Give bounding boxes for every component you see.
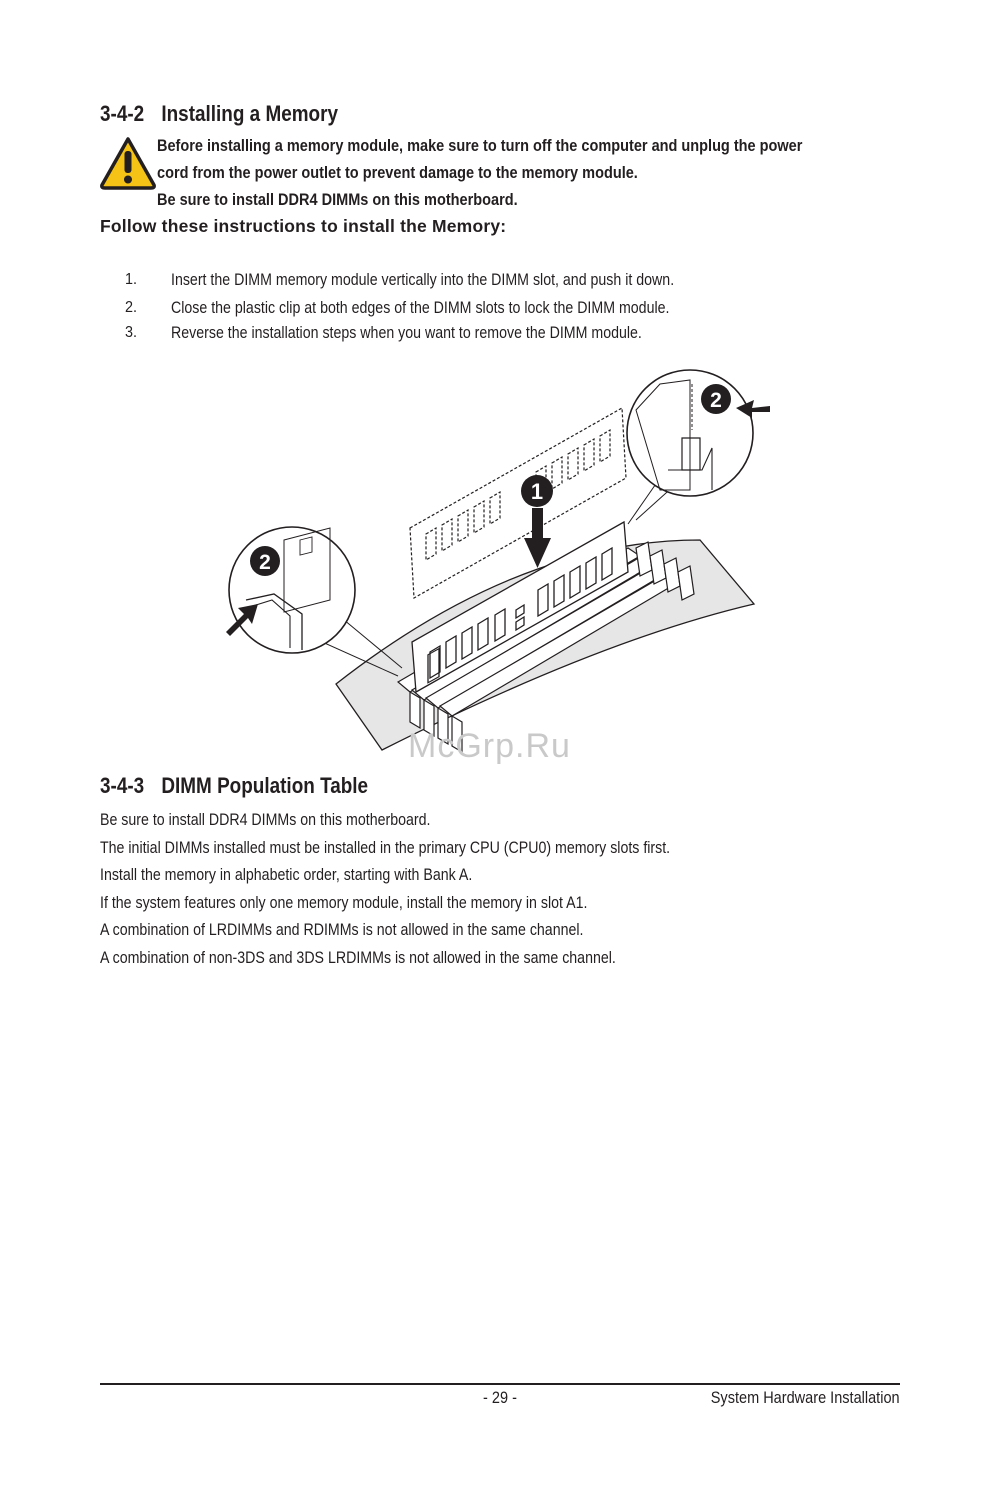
step-text: Insert the DIMM memory module vertically into the DIMM slot, and push it down. [171,271,675,289]
warning-triangle-icon [99,136,157,190]
step-text: Reverse the installation steps when you want to remove the DIMM module. [171,324,642,342]
caution-text [157,133,802,214]
section-number: 3-4-2 [100,101,145,126]
rule-line: A combination of non-3DS and 3DS LRDIMMs is not allowed in the same channel. [100,948,616,967]
zoom-detail-left [226,527,402,676]
footer-rule [100,1383,900,1385]
callout-1-label: 1 [530,479,544,504]
section-title: DIMM Population Table [161,773,369,798]
section-title: Installing a Memory [161,101,339,126]
step-number: 3. [125,324,138,341]
watermark: McGrp.Ru [408,727,571,765]
population-rules [100,807,670,972]
page-number: - 29 - [483,1389,517,1407]
section-number: 3-4-3 [100,773,145,798]
caution-line: Be sure to install DDR4 DIMMs on this motherboard. [157,191,518,209]
step-text: Close the plastic clip at both edges of the DIMM slots to lock the DIMM module. [171,299,670,317]
step-number: 2. [125,299,138,316]
instructions-heading: Follow these instructions to install the Memory: [100,216,507,236]
zoom-detail-right [627,370,770,524]
rule-line: Install the memory in alphabetic order, starting with Bank A. [100,866,473,884]
section-heading-dimm-population [100,773,368,799]
callout-2-right-label: 2 [710,389,722,412]
rule-line: If the system features only one memory module, install the memory in slot A1. [100,893,588,912]
step-number: 1. [125,271,138,288]
rule-line: Be sure to install DDR4 DIMMs on this motherboard. [100,811,431,829]
footer-section-name: System Hardware Installation [711,1389,900,1407]
rule-line: A combination of LRDIMMs and RDIMMs is not allowed in the same channel. [100,921,584,939]
callout-2-left-label: 2 [259,551,271,574]
caution-line: Before installing a memory module, make sure to turn off the computer and unplug the power [157,137,803,155]
rule-line: The initial DIMMs installed must be installed in the primary CPU (CPU0) memory slots first. [100,838,671,857]
dimm-installation-figure [0,360,1000,770]
caution-line: cord from the power outlet to prevent damage to the memory module. [157,164,638,182]
push-down-arrow-icon [524,508,551,568]
section-heading-installing-memory [100,101,338,127]
